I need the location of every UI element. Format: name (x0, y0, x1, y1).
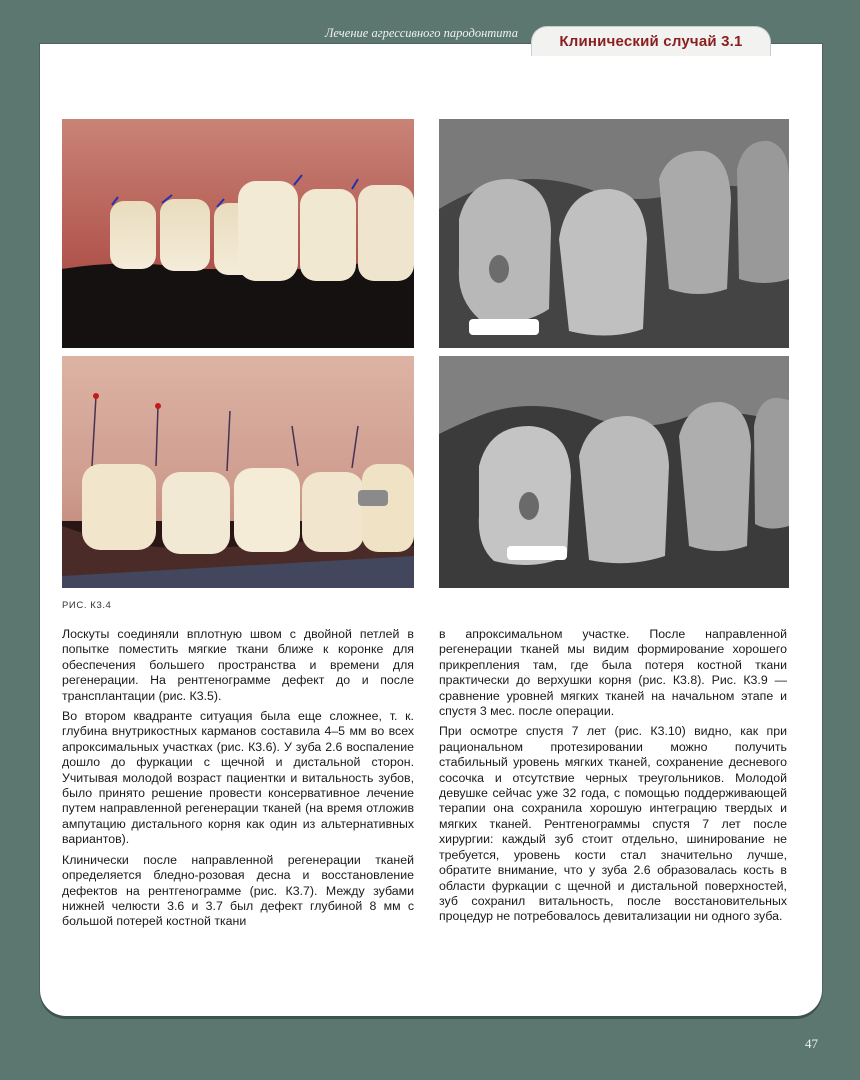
paragraph: Лоскуты соединяли вплотную швом с двойной петлей в попытке поместить мягкие ткани ближе к коронке для обеспечения большего пространства и времени для регенерации. На рентгенограмме дефект до и после трансплантации (рис. К3.5). (62, 627, 414, 703)
xray-photo-bottom (439, 356, 789, 588)
paragraph: Во втором квадранте ситуация была еще сложнее, т. к. глубина внутрикостных карманов составила 4–5 мм во всех апроксимальных участках (рис. К3.6). У зуба 2.6 воспаление дошло до фуркации с щечной и дистальной сторон. Учитывая молодой возраст пациентки и витальность зубов, было принято решение провести консервативное лечение путем направленной регенерации тканей (на время отложив ампутацию дистального корня как один из альтернативных вариантов). (62, 709, 414, 847)
running-title: Лечение агрессивного пародонтита (324, 26, 518, 40)
clinical-photo-teeth-sutured-2-icon (62, 356, 414, 588)
paragraph: При осмотре спустя 7 лет (рис. К3.10) видно, как при рациональном протезировании можно получить стабильный уровень мягких тканей, сохранение десневого сосочка и отсутствие черных треугольников. Молодой девушке сейчас уже 32 года, с помощью поддерживающей терапии она сохранила хорошую интеграцию твердых и мягких тканей. Рентгенограммы спустя 7 лет после хирургии: каждый зуб стоит отдельно, шинирование не требуется, уровень кости стал значительно лучше, обратите внимание, что у зуба 2.6 образовалась кость в области фуркации с щечной и дистальной поверхностей, зуб сохранил витальность, после восстановительных процедур не потребовалось девитализации ни одного зуба. (439, 724, 787, 924)
xray-photo-top (439, 119, 789, 348)
clinical-photo-bottom (62, 356, 414, 588)
right-column (439, 627, 787, 930)
figure-caption: РИС. К3.4 (62, 600, 112, 611)
clinical-photo-top (62, 119, 414, 348)
paragraph: в апроксимальном участке. После направленной регенерации тканей мы видим формирование хорошего прикрепления там, где была потеря костной ткани практически до верхушки корня (рис. К3.8). Рис. К3.9 — сравнение уровней мягких тканей на начальном этапе и спустя 3 мес. после операции. (439, 627, 787, 719)
case-tab (531, 26, 771, 56)
left-column (62, 627, 414, 935)
case-label: Клинический случай 3.1 (559, 33, 743, 50)
clinical-photo-teeth-sutured-icon (62, 119, 414, 348)
dental-xray-after-icon (439, 356, 789, 588)
dental-xray-before-icon (439, 119, 789, 348)
paragraph: Клинически после направленной регенерации тканей определяется бледно-розовая десна и восстановление дефектов на рентгенограмме (рис. К3.7). Между зубами нижней челюсти 3.6 и 3.7 был дефект глубиной 8 мм с большой потерей костной ткани (62, 852, 414, 929)
page-number: 47 (805, 1036, 818, 1051)
